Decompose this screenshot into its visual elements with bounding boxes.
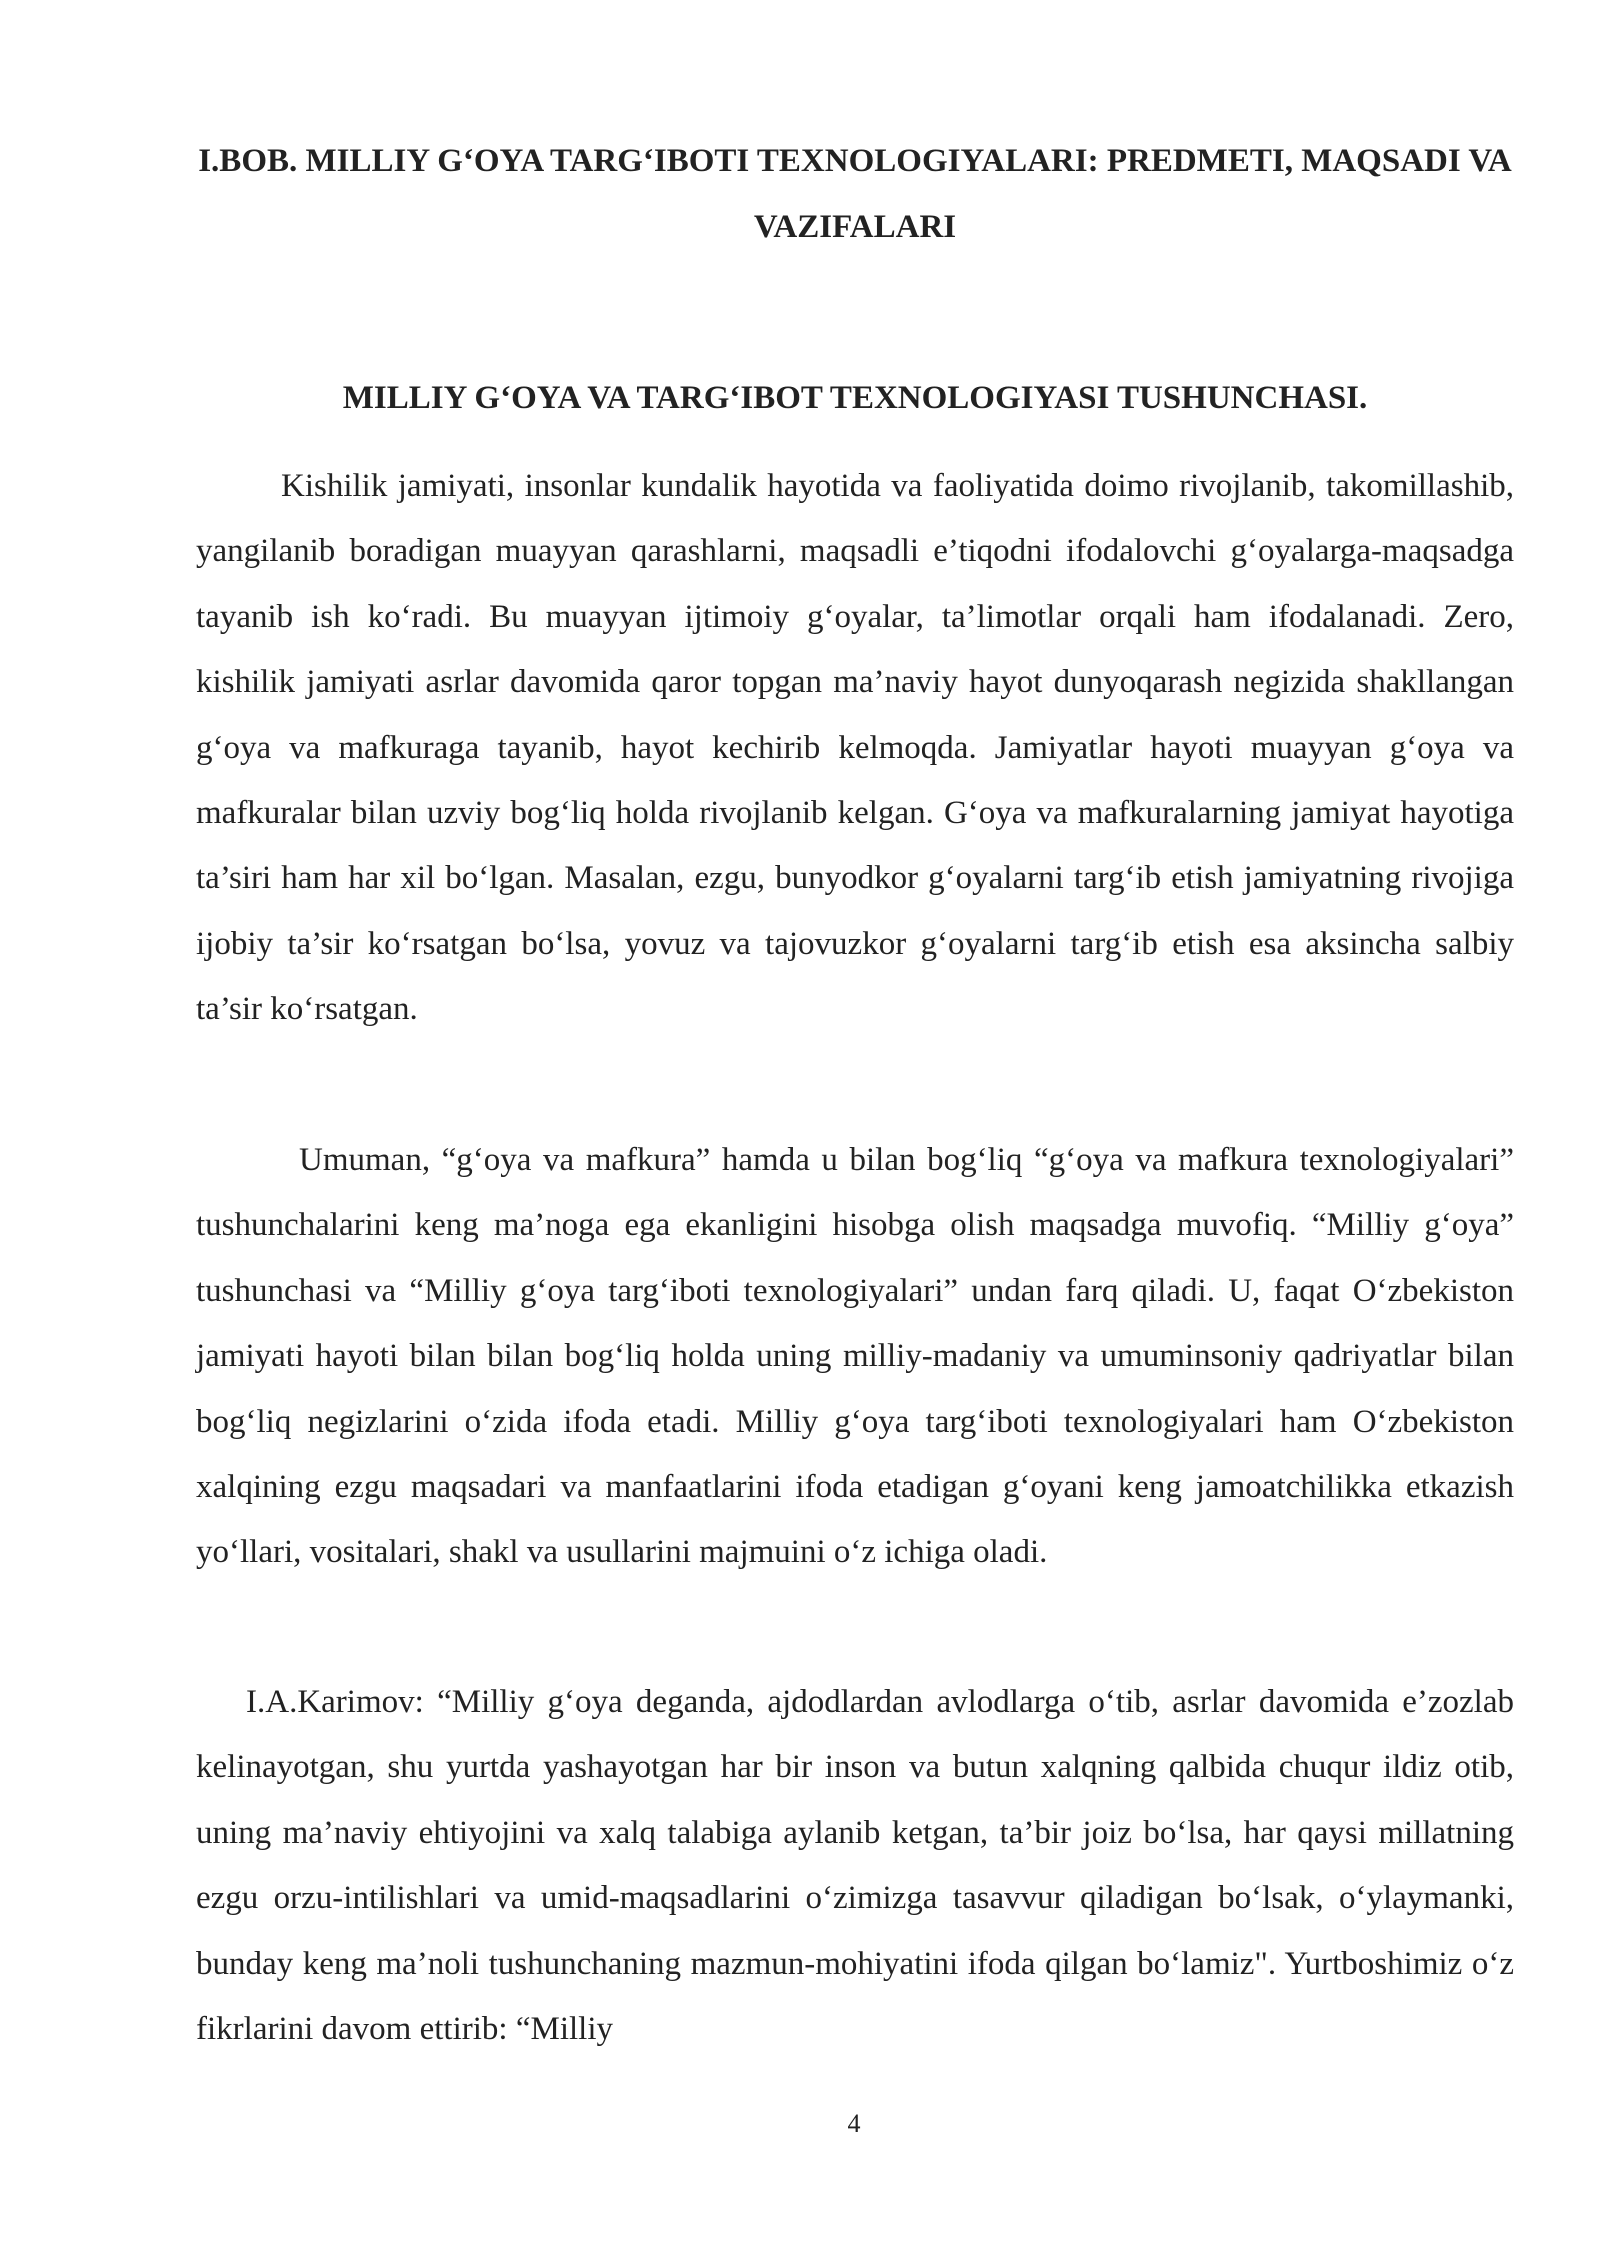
body-paragraph: Kishilik jamiyati, insonlar kundalik hayotida va faoliyatida doimo rivojlanib, takomillashib, yangilanib boradigan muayyan qarashlarni, maqsadli e’tiqodni ifodalovchi g‘oyalarga-maqsadga tayanib ish ko‘radi. Bu muayyan ijtimoiy g‘oyalar, ta’limotlar orqali ham ifodalanadi. Zero, kishilik jamiyati asrlar davomida qaror topgan ma’naviy hayot dunyoqarash negizida shakllangan g‘oya va mafkuraga tayanib, hayot kechirib kelmoqda. Jamiyatlar hayoti muayyan g‘oya va mafkuralar bilan uzviy bog‘liq holda rivojlanib kelgan. G‘oya va mafkuralarning jamiyat hayotiga ta’siri ham har xil bo‘lgan. Masalan, ezgu, bunyodkor g‘oyalarni targ‘ib etish jamiyatning rivojiga ijobiy ta’sir ko‘rsatgan bo‘lsa, yovuz va tajovuzkor g‘oyalarni targ‘ib etish esa aksincha salbiy ta’sir ko‘rsatgan. <box>196 468 1514 1028</box>
chapter-title: I.BOB. MILLIY G‘OYA TARG‘IBOTI TEXNOLOGIYALARI: PREDMETI, MAQSADI VA VAZIFALARI <box>198 143 1512 245</box>
body-paragraph: I.A.Karimov: “Milliy g‘oya deganda, ajdodlardan avlodlarga o‘tib, asrlar davomida e’zozlab kelinayotgan, shu yurtda yashayotgan har bir inson va butun xalqning qalbida chuqur ildiz otib, uning ma’naviy ehtiyojini va xalq talabiga aylanib ketgan, ta’bir joiz bo‘lsa, har qaysi millatning ezgu orzu-intilishlari va umid-maqsadlarini o‘zimizga tasavvur qiladigan bo‘lsak, o‘ylaymanki, bunday keng ma’noli tushunchaning mazmun-mohiyatini ifoda qilgan bo‘lamiz". Yurtboshimiz o‘z fikrlarini davom ettirib: “Milliy <box>196 1684 1514 2048</box>
body-paragraph: Umuman, “g‘oya va mafkura” hamda u bilan bog‘liq “g‘oya va mafkura texnologiyalari” tushunchalarini keng ma’noga ega ekanligini hisobga olish maqsadga muvofiq. “Milliy g‘oya” tushunchasi va “Milliy g‘oya targ‘iboti texnologiyalari” undan farq qiladi. U, faqat O‘zbekiston jamiyati hayoti bilan bilan bog‘liq holda uning milliy-madaniy va umuminsoniy qadriyatlar bilan bog‘liq negizlarini o‘zida ifoda etadi. Milliy g‘oya targ‘iboti texnologiyalari ham O‘zbekiston xalqining ezgu maqsadari va manfaatlarini ifoda etadigan g‘oyani keng jamoatchilikka etkazish yo‘llari, vositalari, shakl va usullarini majmuini o‘z ichiga oladi. <box>196 1142 1514 1571</box>
page-number: 4 <box>847 2109 861 2138</box>
section-title: MILLIY G‘OYA VA TARG‘IBOT TEXNOLOGIYASI TUSHUNCHASI. <box>342 380 1368 416</box>
